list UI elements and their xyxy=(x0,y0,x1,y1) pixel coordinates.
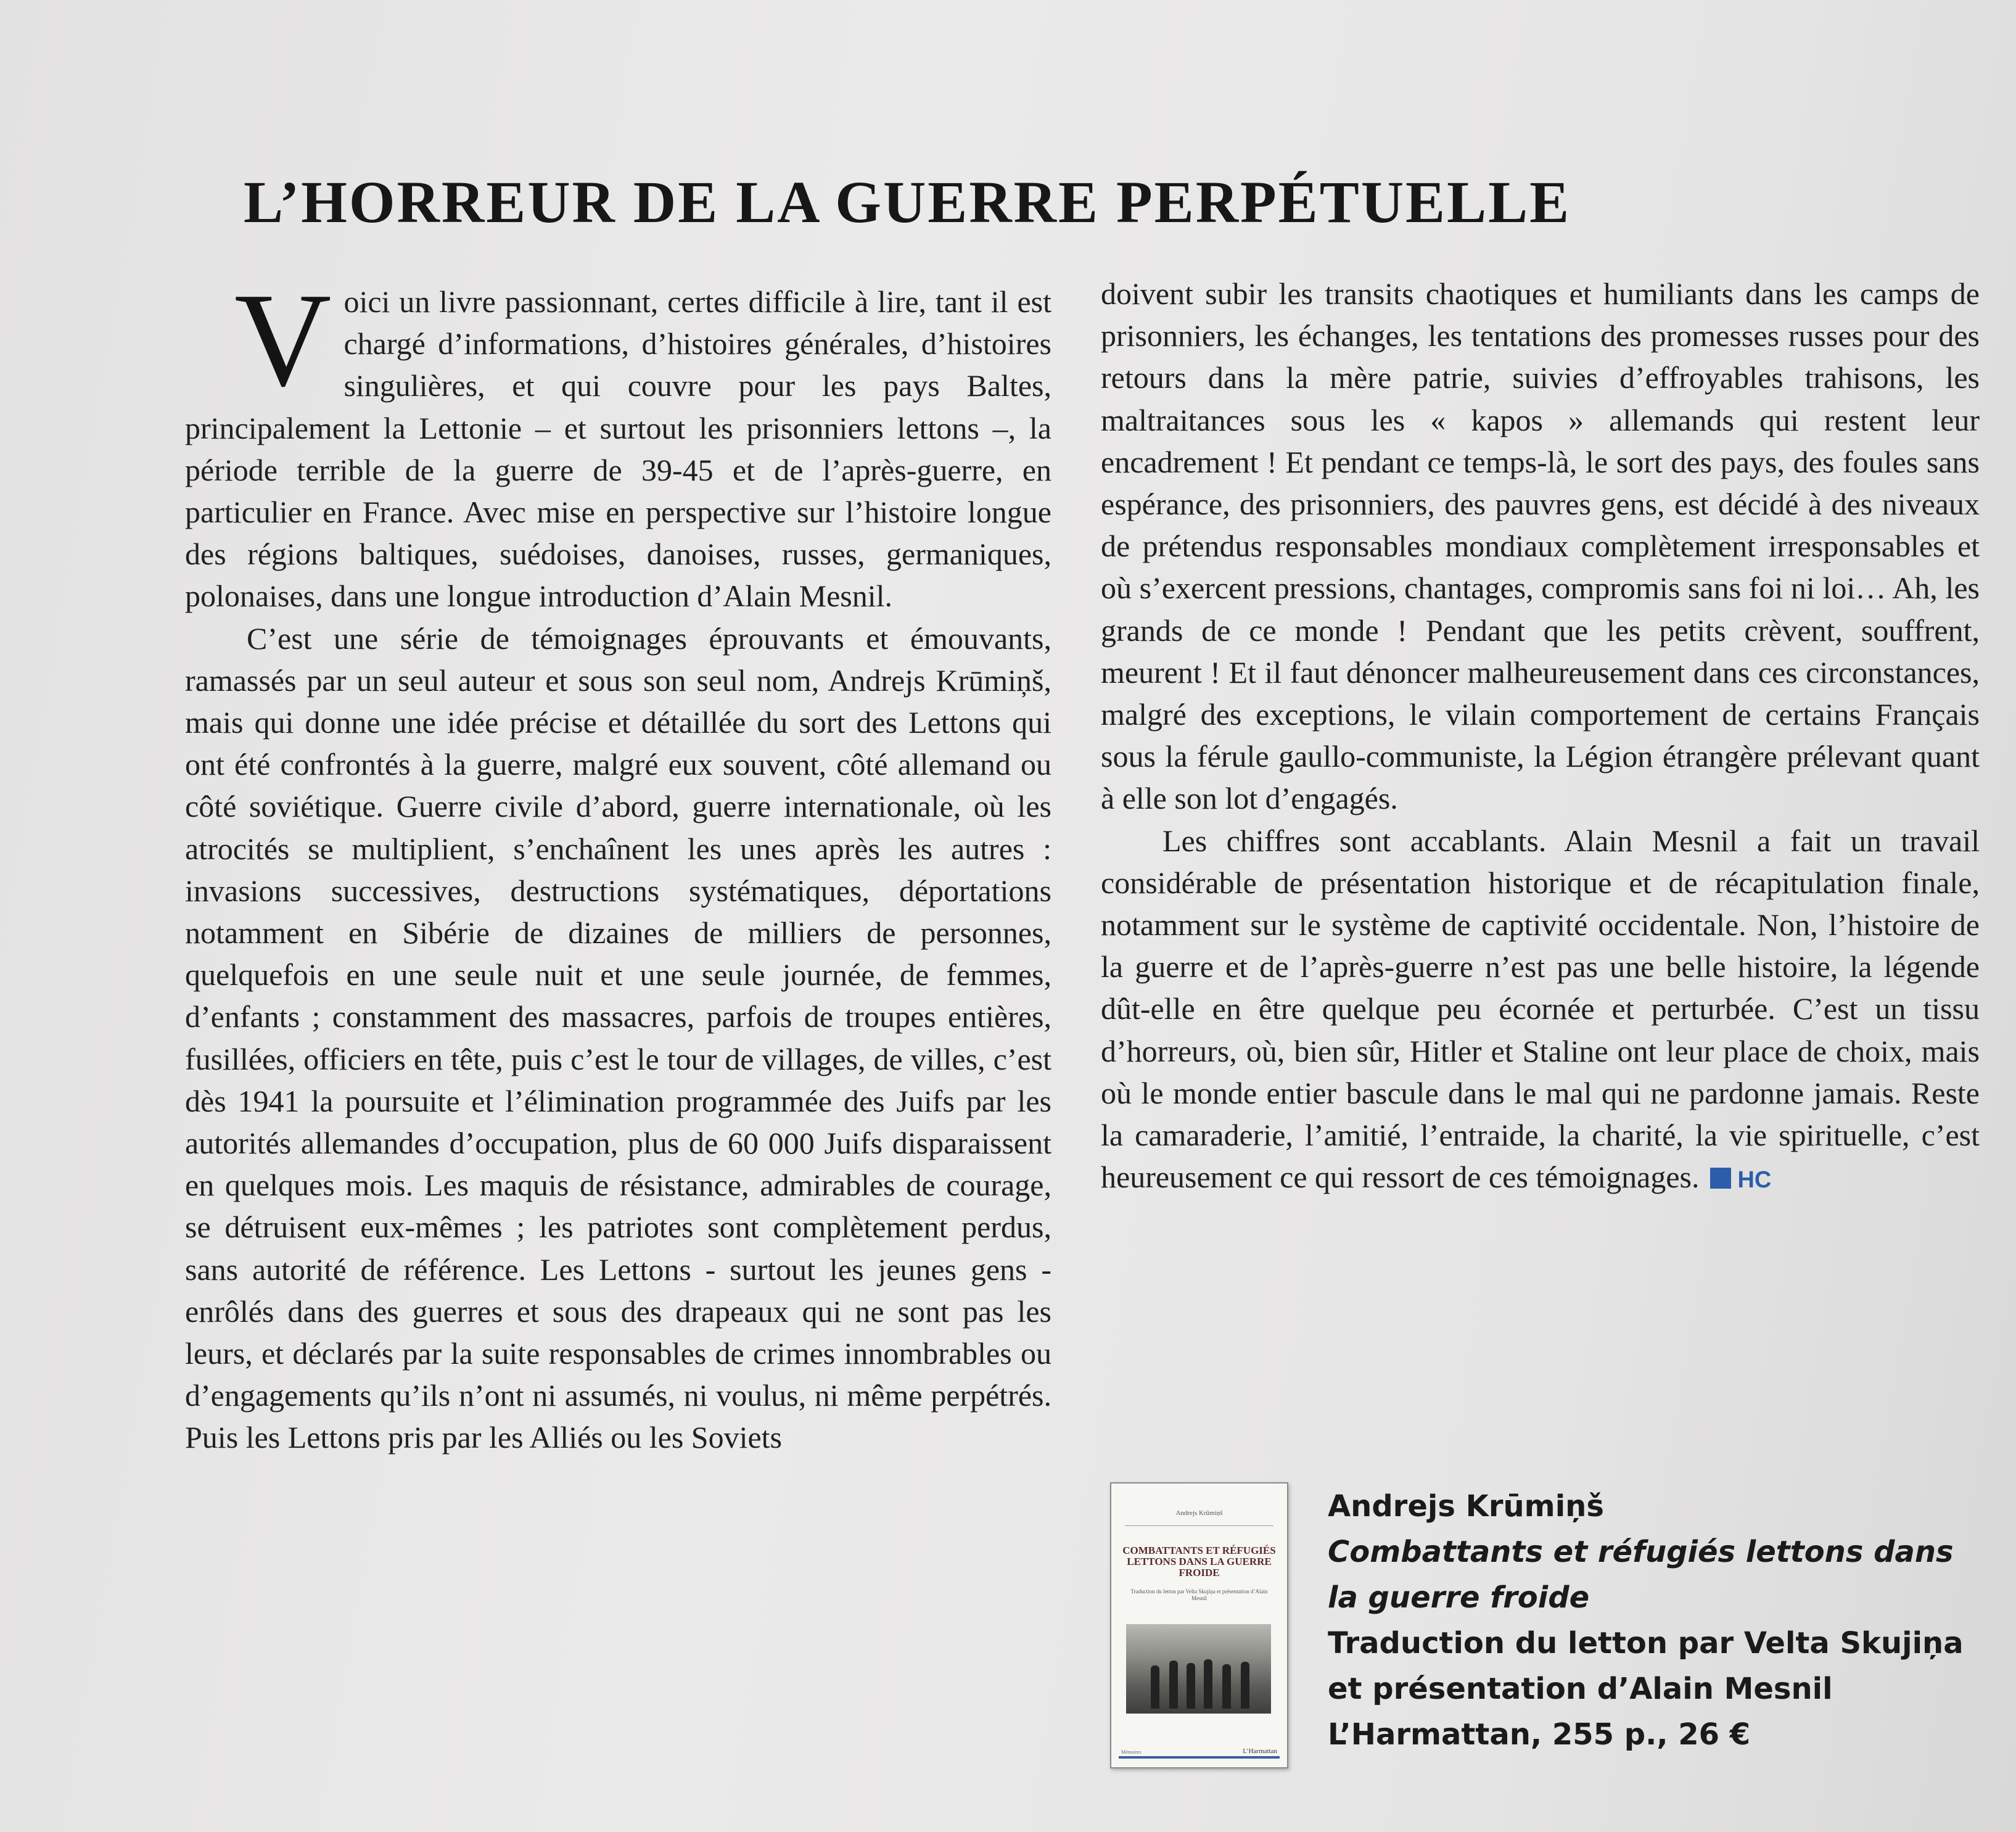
cover-publisher-logo: L’Harmattan xyxy=(1243,1747,1277,1755)
closing-sentence: heureusement ce qui ressort de ces témoignages. HC xyxy=(1101,1160,1772,1195)
article-title: L’HORREUR DE LA GUERRE PERPÉTUELLE xyxy=(244,169,1571,235)
book-cover-image xyxy=(1110,1482,1288,1768)
paragraph-testimonies-continued: doivent subir les transits chaotiques et humiliants dans les camps de prisonniers, les échanges, les tentations des promesses russes pour des retours dans la mère patrie, suivies d’effroyables trahisons, les maltraitances sous les « kapos » allemands qui restent leur encadrement ! Et pendant ce temps-là, le sort des pays, des foules sans espérance, des prisonniers, des pauvres gens, est décidé à des niveaux de prétendus responsables mondiaux complètement irresponsables et où s’exercent pressions, chantages, compromis sans foi ni loi… Ah, les grands de ce monde ! Pendant que les petits crèvent, souffrent, meurent ! Et il faut dénoncer malheureusement dans ces circonstances, malgré des exceptions, le vilain comportement de certains Français sous la férule gaullo-communiste, la Légion étrangère prélevant quant à elle son lot d’engagés. xyxy=(1101,276,1980,816)
paragraph-conclusion-text: Les chiffres sont accablants. Alain Mesnil a fait un travail considérable de présentation historique et de récapitulation finale, notamment sur le système de captivité occidentale. Non, l’histoire de la guerre et de l’après-guerre n’est pas une belle histoire, la légende dût-elle en être quelque peu écornée et perturbée. C’est un tissu d’horreurs, où, bien sûr, Hitler et Staline ont leur place de choix, mais où le monde entier bascule dans le mal qui ne pardonne jamais. Reste la camaraderie, l’amitié, l’entraide, la charité, la vie spirituelle, c’est xyxy=(1101,823,1980,1153)
book-author: Andrejs Krūmiņš xyxy=(1328,1489,1604,1524)
drop-cap: V xyxy=(234,266,332,415)
book-details xyxy=(1328,1483,1994,1757)
cover-footer-bar xyxy=(1119,1756,1280,1759)
cover-subtitle: Traduction du letton par Velta Skujiņa et présentation d’Alain Mesnil xyxy=(1130,1588,1268,1601)
article-column-left xyxy=(185,266,1051,1459)
cover-footer xyxy=(1119,1745,1280,1759)
cover-photo xyxy=(1126,1624,1271,1714)
paragraph-intro xyxy=(185,266,1051,617)
cover-divider xyxy=(1125,1525,1273,1526)
paragraph-testimonies: C’est une série de témoignages éprouvants et émouvants, ramassés par un seul auteur et sous son seul nom, Andrejs Krūmiņš, mais qui donne une idée précise et détaillée du sort des Lettons qui ont été confrontés à la guerre, malgré eux souvent, côté allemand ou côté soviétique. Guerre civile d’abord, guerre internationale, où les atrocités se multiplient, s’enchaînent les unes après les autres : invasions successives, destructions systématiques, déportations notamment en Sibérie de dizaines de milliers de personnes, quelquefois en une seule nuit et une seule journée, de femmes, d’enfants ; constamment des massacres, parfois de troupes entières, fusillées, officiers en tête, puis c’est le tour de villages, de villes, c’est dès 1941 la poursuite et l’élimination programmée des Juifs par les autorités allemandes d’occupation, plus de 60 000 Juifs disparaissent en quelques mois. Les maquis de résistance, admirables de courage, se détruisent eux-mêmes ; les patriotes sont complètement perdus, sans autorité de référence. Les Lettons - surtout les jeunes gens - enrôlés dans des guerres et sous des drapeaux qui ne sont pas les leurs, et déclarés par la suite responsables de crimes innombrables ou d’engagements qu’ils n’ont ni assumés, ni voulus, ni même perpétrés. Puis les Lettons pris par les Alliés ou les Soviets xyxy=(185,621,1051,1455)
end-mark-square-icon xyxy=(1710,1168,1731,1189)
cover-series: Mémoires xyxy=(1121,1749,1142,1755)
paragraph-intro-text: oici un livre passionnant, certes difficile à lire, tant il est chargé d’informations, d’histoires générales, d’histoires singulières, et qui couvre pour les pays Baltes, principalement la Lettonie – et surtout les prisonniers lettons –, la période terrible de la guerre de 39-45 et de l’après-guerre, en particulier en France. Avec mise en perspective sur l’histoire longue des régions baltiques, suédoises, danoises, russes, germaniques, polonaises, dans une longue introduction d’Alain Mesnil. xyxy=(185,284,1051,614)
book-title: Combattants et réfugiés lettons dans la guerre froide xyxy=(1328,1535,1954,1615)
cover-author: Andrejs Krūmiņš xyxy=(1175,1509,1223,1517)
article-column-right xyxy=(1101,273,1980,1201)
paragraph-conclusion xyxy=(1101,820,1980,1202)
cover-title: COMBATTANTS ET RÉFUGIÉS LETTONS DANS LA GUERRE FROIDE xyxy=(1122,1545,1276,1578)
book-translation-credit: Traduction du letton par Velta Skujiņa et présentation d’Alain Mesnil xyxy=(1328,1626,1964,1706)
book-publisher-info: L’Harmattan, 255 p., 26 € xyxy=(1328,1717,1751,1752)
author-signature: HC xyxy=(1737,1167,1772,1194)
